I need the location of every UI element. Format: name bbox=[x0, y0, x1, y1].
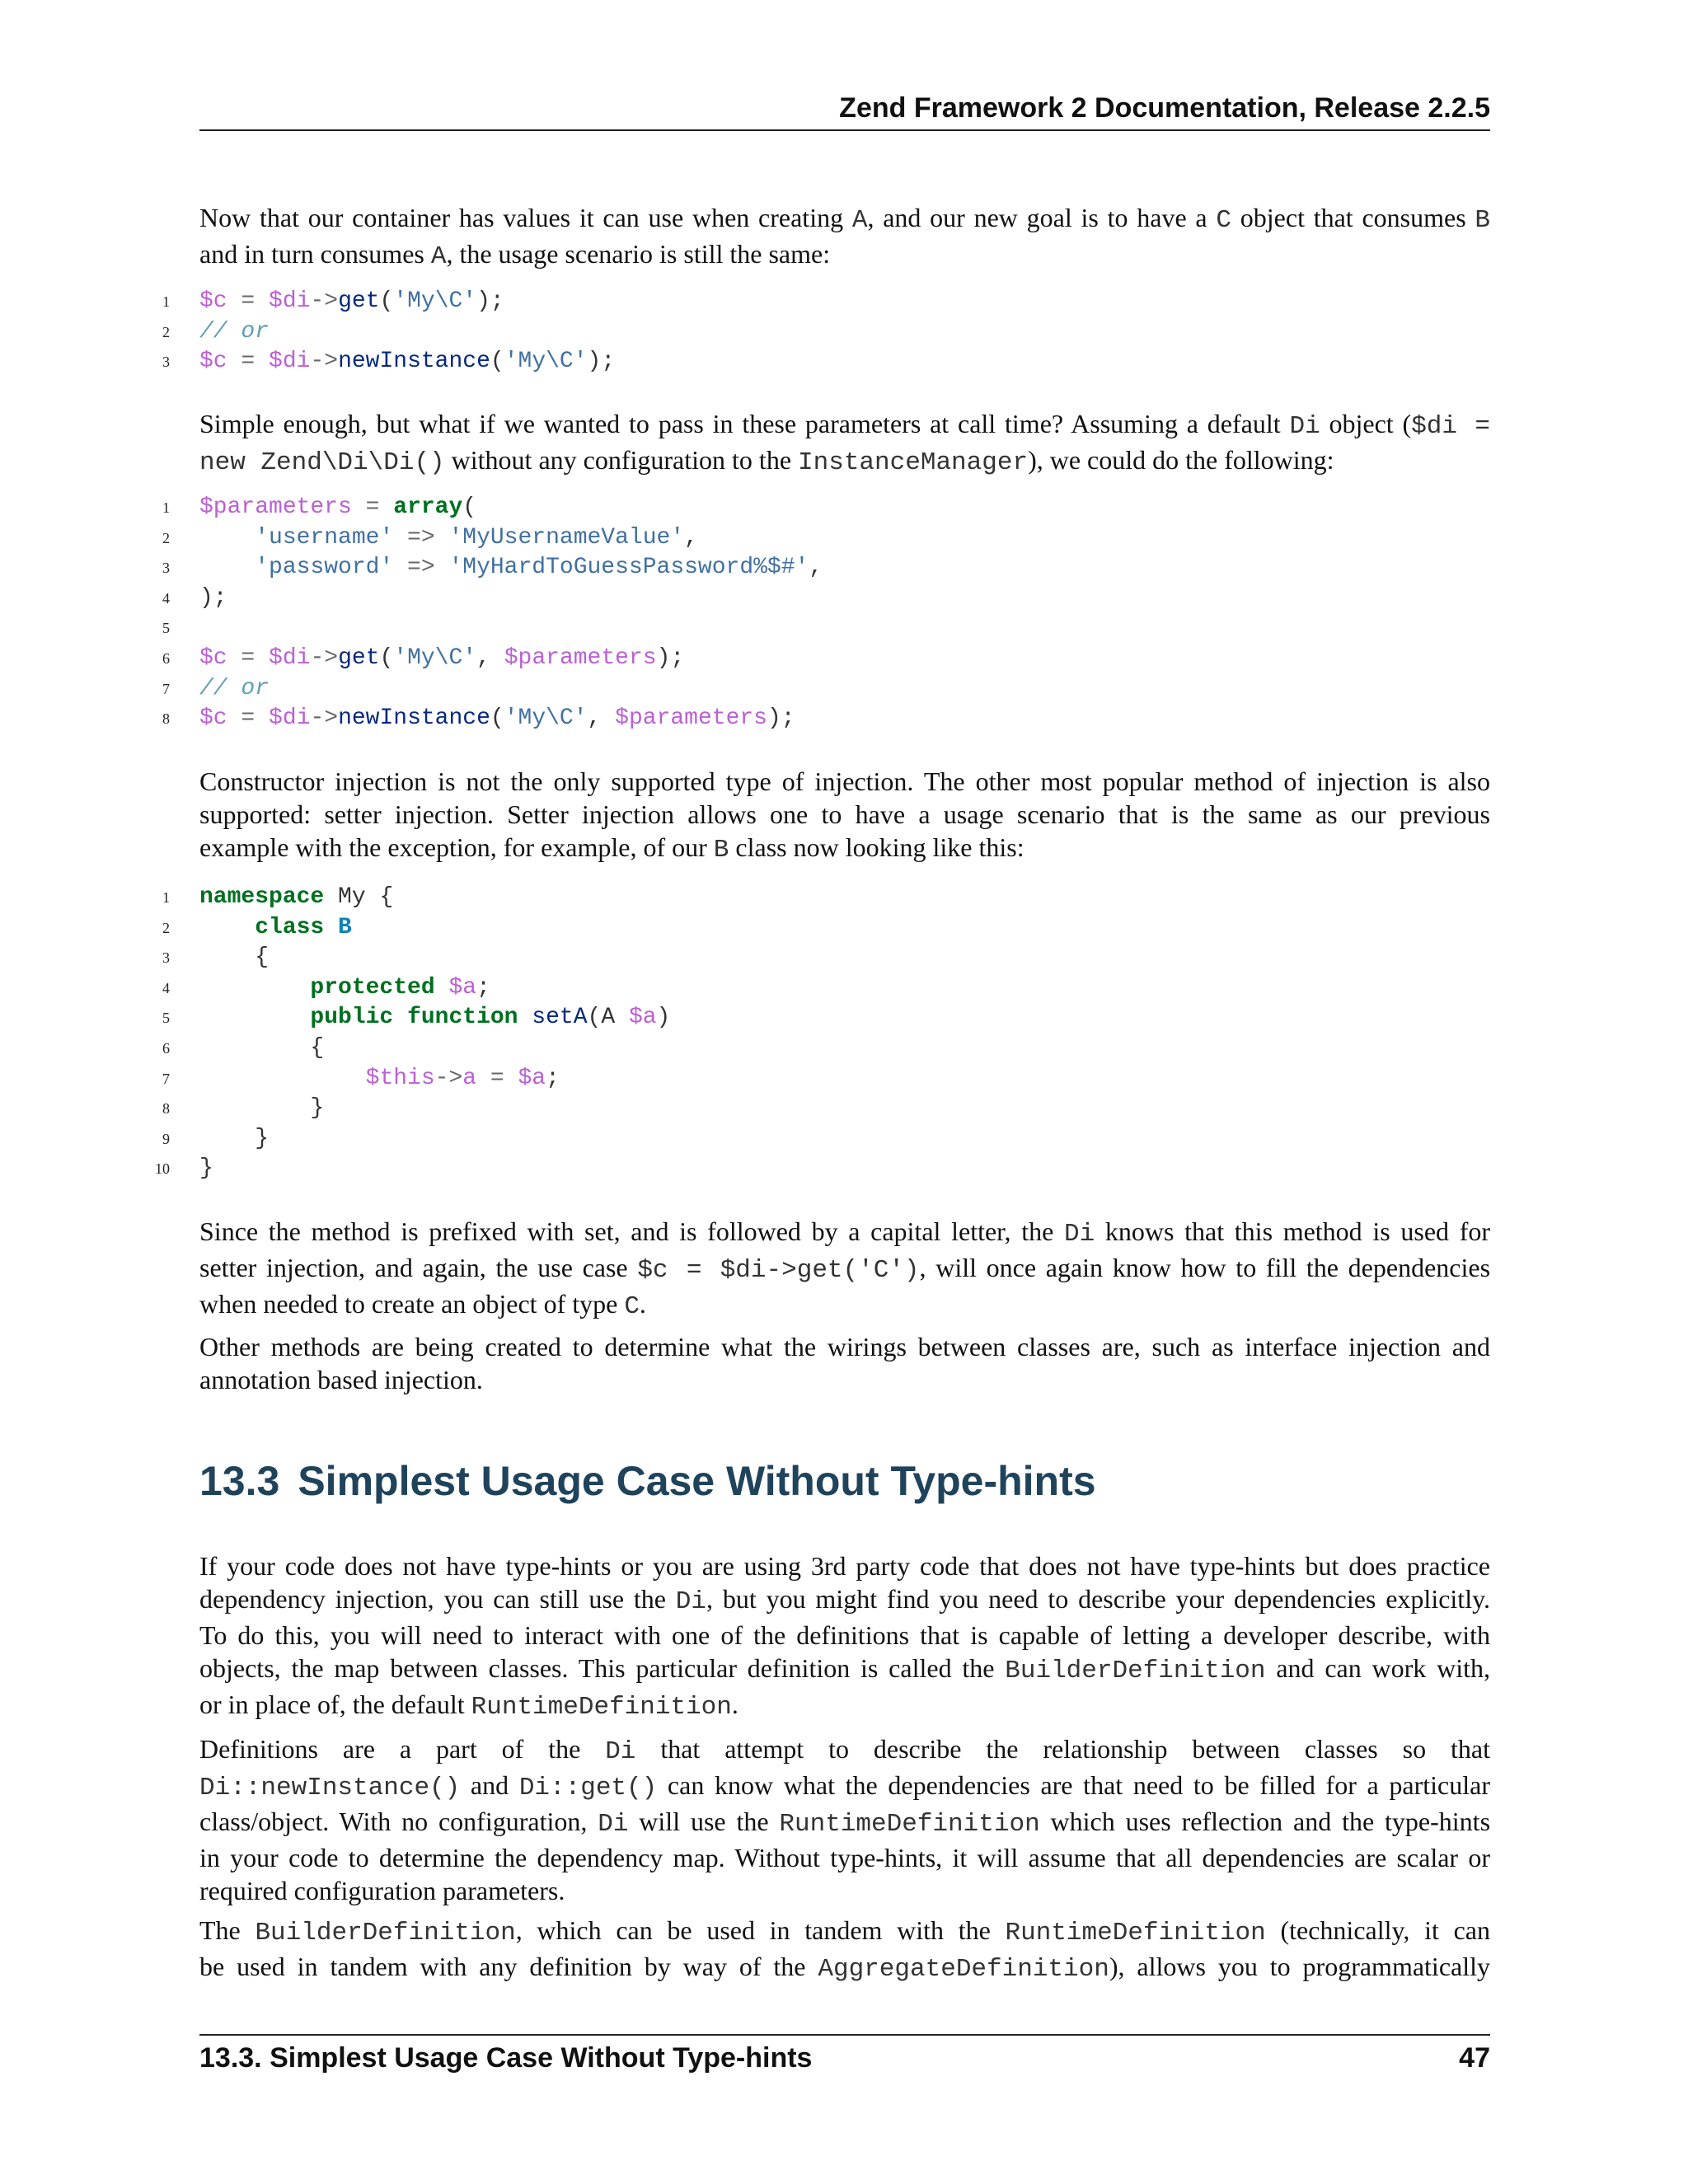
inline-code: B bbox=[1475, 206, 1491, 235]
paragraph bbox=[199, 201, 1490, 274]
line-number: 1 bbox=[162, 293, 170, 310]
paragraph-line: Di::newInstance() and Di::get() can know what the dependencies are that need to be filled for a particular bbox=[199, 1770, 1491, 1802]
paragraph-line: annotation based injection. bbox=[199, 1365, 483, 1394]
code-line: 6 $c = $di->get('My\C', $parameters); bbox=[134, 644, 1490, 674]
line-number: 2 bbox=[162, 323, 170, 340]
line-number: 5 bbox=[162, 620, 170, 637]
page-number: 47 bbox=[1459, 2042, 1490, 2074]
inline-code: AggregateDefinition bbox=[818, 1955, 1109, 1984]
inline-code: A bbox=[851, 206, 868, 235]
inline-code: $c = $di->get('C') bbox=[637, 1256, 920, 1285]
code-line: 9 } bbox=[134, 1124, 1490, 1155]
paragraph-line: Definitions are a part of the Di that attempt to describe the relationship between classes so that bbox=[199, 1734, 1490, 1766]
inline-code: A bbox=[430, 242, 447, 271]
line-number: 7 bbox=[162, 680, 170, 697]
paragraph-line: new Zend\Di\Di() without any configuration to the InstanceManager), we could do the following: bbox=[199, 445, 1334, 477]
paragraph-line: setter injection, and again, the use case $c = $di->get('C'), will once again know how to fill the dependencies bbox=[199, 1253, 1491, 1285]
paragraph bbox=[199, 1330, 1490, 1396]
code-line: 3 { bbox=[134, 943, 1490, 973]
inline-code: Di bbox=[1289, 412, 1320, 441]
line-number: 8 bbox=[162, 710, 170, 728]
code-line: 1 $c = $di->get('My\C'); bbox=[134, 287, 1490, 317]
line-number: 3 bbox=[162, 560, 170, 577]
paragraph-line: The BuilderDefinition, which can be used in tandem with the RuntimeDefinition (technically, it can bbox=[199, 1915, 1491, 1947]
inline-code: BuilderDefinition bbox=[255, 1919, 516, 1947]
paragraph-line: example with the exception, for example, of our B class now looking like this: bbox=[199, 832, 1025, 865]
code-line: 10 } bbox=[134, 1154, 1490, 1184]
code-line: 3 'password' => 'MyHardToGuessPassword%$#', bbox=[134, 553, 1490, 583]
inline-code: Di bbox=[598, 1810, 629, 1839]
document-page bbox=[155, 0, 1491, 2184]
paragraph-line: Now that our container has values it can use when creating A, and our new goal is to have a C object that consumes B bbox=[199, 203, 1491, 235]
footer-section-title: 13.3. Simplest Usage Case Without Type-hints bbox=[199, 2042, 813, 2074]
paragraph-line: class/object. With no configuration, Di will use the RuntimeDefinition which uses reflection and the type-hints bbox=[199, 1807, 1491, 1839]
inline-code: C bbox=[624, 1292, 640, 1321]
code-line: 2 class B bbox=[134, 913, 1490, 944]
line-number: 3 bbox=[162, 354, 170, 371]
paragraph bbox=[199, 407, 1490, 480]
paragraph-line: Constructor injection is not the only supported type of injection. The other most popular method of injection is also bbox=[199, 766, 1490, 796]
footer-rule bbox=[199, 2034, 1490, 2036]
inline-code: RuntimeDefinition bbox=[1005, 1919, 1266, 1947]
code-line: 5 public function setA(A $a) bbox=[134, 1003, 1490, 1033]
inline-code: InstanceManager bbox=[798, 448, 1029, 477]
line-number: 9 bbox=[162, 1130, 170, 1147]
code-line: 7 // or bbox=[134, 674, 1490, 705]
inline-code: Di::get() bbox=[518, 1774, 658, 1802]
paragraph-line: Simple enough, but what if we wanted to pass in these parameters at call time? Assuming a default Di object ($di = bbox=[199, 409, 1491, 441]
code-line: 4 protected $a; bbox=[134, 973, 1490, 1004]
header-rule bbox=[199, 129, 1490, 131]
paragraph-line: or in place of, the default RuntimeDefinition. bbox=[199, 1690, 738, 1722]
line-number: 4 bbox=[162, 979, 170, 996]
paragraph-line: required configuration parameters. bbox=[199, 1876, 565, 1905]
line-number: 8 bbox=[162, 1100, 170, 1118]
inline-code: RuntimeDefinition bbox=[471, 1693, 732, 1722]
line-number: 1 bbox=[162, 889, 170, 906]
paragraph-line: If your code does not have type-hints or you are using 3rd party code that does not have type-hints but does practice bbox=[199, 1551, 1490, 1581]
line-number: 1 bbox=[162, 499, 170, 516]
inline-code: Di bbox=[675, 1587, 707, 1616]
paragraph-line: Since the method is prefixed with set, and is followed by a capital letter, the Di knows that this method is used for bbox=[199, 1216, 1491, 1249]
paragraph bbox=[199, 1914, 1490, 1986]
code-line: 1 namespace My { bbox=[134, 883, 1490, 913]
code-line: 2 'username' => 'MyUsernameValue', bbox=[134, 523, 1490, 554]
line-number: 10 bbox=[155, 1160, 170, 1178]
code-line: 7 $this->a = $a; bbox=[134, 1064, 1490, 1094]
line-number: 2 bbox=[162, 919, 170, 936]
paragraph-line: dependency injection, you can still use the Di, but you might find you need to describe your dependencies explicitly. bbox=[199, 1584, 1491, 1616]
paragraph bbox=[199, 1732, 1490, 1907]
code-line: 2 // or bbox=[134, 317, 1490, 348]
line-number: 7 bbox=[162, 1070, 170, 1087]
paragraph bbox=[199, 1215, 1490, 1324]
code-line: 8 } bbox=[134, 1094, 1490, 1124]
code-block bbox=[134, 493, 1490, 734]
code-line: 3 $c = $di->newInstance('My\C'); bbox=[134, 347, 1490, 377]
paragraph-line: supported: setter injection. Setter injection allows one to have a usage scenario that is the same as our previous bbox=[199, 799, 1490, 829]
line-number: 5 bbox=[162, 1010, 170, 1027]
code-line: 4 ); bbox=[134, 583, 1490, 614]
inline-code: Di::newInstance() bbox=[199, 1774, 461, 1802]
section-title: Simplest Usage Case Without Type-hints bbox=[298, 1458, 1096, 1504]
code-line: 8 $c = $di->newInstance('My\C', $parameters); bbox=[134, 704, 1490, 734]
paragraph-line: in your code to determine the dependency map. Without type-hints, it will assume that all dependencies are scalar or bbox=[199, 1843, 1490, 1872]
section-heading bbox=[199, 1457, 1096, 1505]
code-block bbox=[134, 883, 1490, 1184]
inline-code: Di bbox=[605, 1737, 636, 1766]
paragraph-line: and in turn consumes A, the usage scenario is still the same: bbox=[199, 239, 831, 271]
paragraph-line: Other methods are being created to determine what the wirings between classes are, such as interface injection and bbox=[199, 1332, 1490, 1361]
code-line: 6 { bbox=[134, 1033, 1490, 1064]
inline-code: BuilderDefinition bbox=[1005, 1657, 1266, 1685]
paragraph-line: objects, the map between classes. This particular definition is called the BuilderDefinition and can work with, bbox=[199, 1653, 1491, 1685]
inline-code: RuntimeDefinition bbox=[779, 1810, 1040, 1839]
line-number: 3 bbox=[162, 949, 170, 967]
inline-code: B bbox=[713, 836, 729, 865]
paragraph-line: To do this, you will need to interact with one of the definitions that is capable of letting a developer describe, with bbox=[199, 1620, 1490, 1650]
inline-code: $di = bbox=[1411, 412, 1491, 441]
paragraph-line: be used in tandem with any definition by way of the AggregateDefinition), allows you to programmatically bbox=[199, 1952, 1491, 1984]
inline-code: Di bbox=[1064, 1220, 1095, 1249]
running-header: Zend Framework 2 Documentation, Release 2.2.5 bbox=[839, 92, 1490, 124]
code-line: 1 $parameters = array( bbox=[134, 493, 1490, 523]
section-number: 13.3 bbox=[199, 1458, 280, 1504]
inline-code: C bbox=[1216, 206, 1232, 235]
inline-code: new Zend\Di\Di() bbox=[199, 448, 445, 477]
paragraph-line: when needed to create an object of type C. bbox=[199, 1289, 646, 1321]
line-number: 4 bbox=[162, 589, 170, 607]
line-number: 6 bbox=[162, 649, 170, 667]
paragraph bbox=[199, 1549, 1490, 1724]
line-number: 6 bbox=[162, 1039, 170, 1057]
code-block bbox=[134, 287, 1490, 377]
code-line bbox=[134, 613, 1490, 644]
paragraph bbox=[199, 765, 1490, 867]
line-number: 2 bbox=[162, 529, 170, 546]
